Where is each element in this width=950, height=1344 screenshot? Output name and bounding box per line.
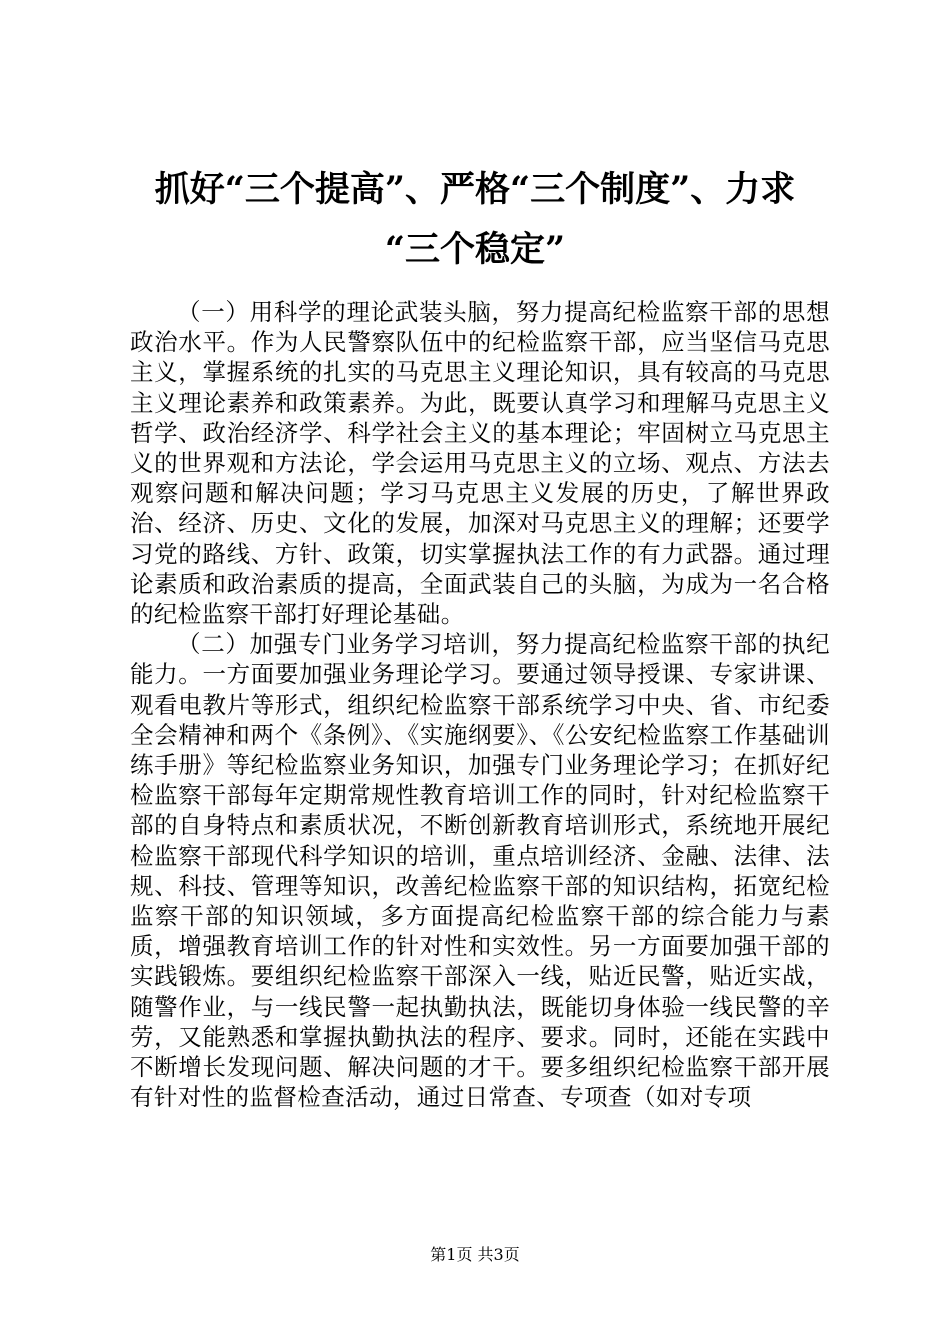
document-title	[110, 160, 840, 280]
paragraph-1: （一）用科学的理论武装头脑，努力提高纪检监察干部的思想政治水平。作为人民警察队伍中的纪检监察干部，应当坚信马克思主义，掌握系统的扎实的马克思主义理论知识，具有较高的马克思主义理论素养和政策素养。为此，既要认真学习和理解马克思主义哲学、政治经济学、科学社会主义的基本理论；牢固树立马克思主义的世界观和方法论，学会运用马克思主义的立场、观点、方法去观察问题和解决问题；学习马克思主义发展的历史，了解世界政治、经济、历史、文化的发展，加深对马克思主义的理解；还要学习党的路线、方针、政策，切实掌握执法工作的有力武器。通过理论素质和政治素质的提高，全面武装自己的头脑，为成为一名合格的纪检监察干部打好理论基础。	[130, 298, 830, 629]
page-footer: 第1页 共3页	[430, 1245, 520, 1264]
paragraph-2: （二）加强专门业务学习培训，努力提高纪检监察干部的执纪能力。一方面要加强业务理论学习。要通过领导授课、专家讲课、观看电教片等形式，组织纪检监察干部系统学习中央、省、市纪委全会精神和两个《条例》、《实施纲要》、《公安纪检监察工作基础训练手册》等纪检监察业务知识，加强专门业务理论学习；在抓好纪检监察干部每年定期常规性教育培训工作的同时，针对纪检监察干部的自身特点和素质状况，不断创新教育培训形式，系统地开展纪检监察干部现代科学知识的培训，重点培训经济、金融、法律、法规、科技、管理等知识，改善纪检监察干部的知识结构，拓宽纪检监察干部的知识领域，多方面提高纪检监察干部的综合能力与素质，增强教育培训工作的针对性和实效性。另一方面要加强干部的实践锻炼。要组织纪检监察干部深入一线，贴近民警，贴近实战，随警作业，与一线民警一起执勤执法，既能切身体验一线民警的辛劳，又能熟悉和掌握执勤执法的程序、要求。同时，还能在实践中不断增长发现问题、解决问题的才干。要多组织纪检监察干部开展有针对性的监督检查活动，通过日常查、专项查（如对专项	[130, 630, 830, 1112]
document-body	[130, 297, 830, 1112]
title-line-2: “三个稳定”	[384, 229, 566, 270]
title-line-1: 抓好“三个提高”、严格“三个制度”、力求	[154, 169, 796, 210]
